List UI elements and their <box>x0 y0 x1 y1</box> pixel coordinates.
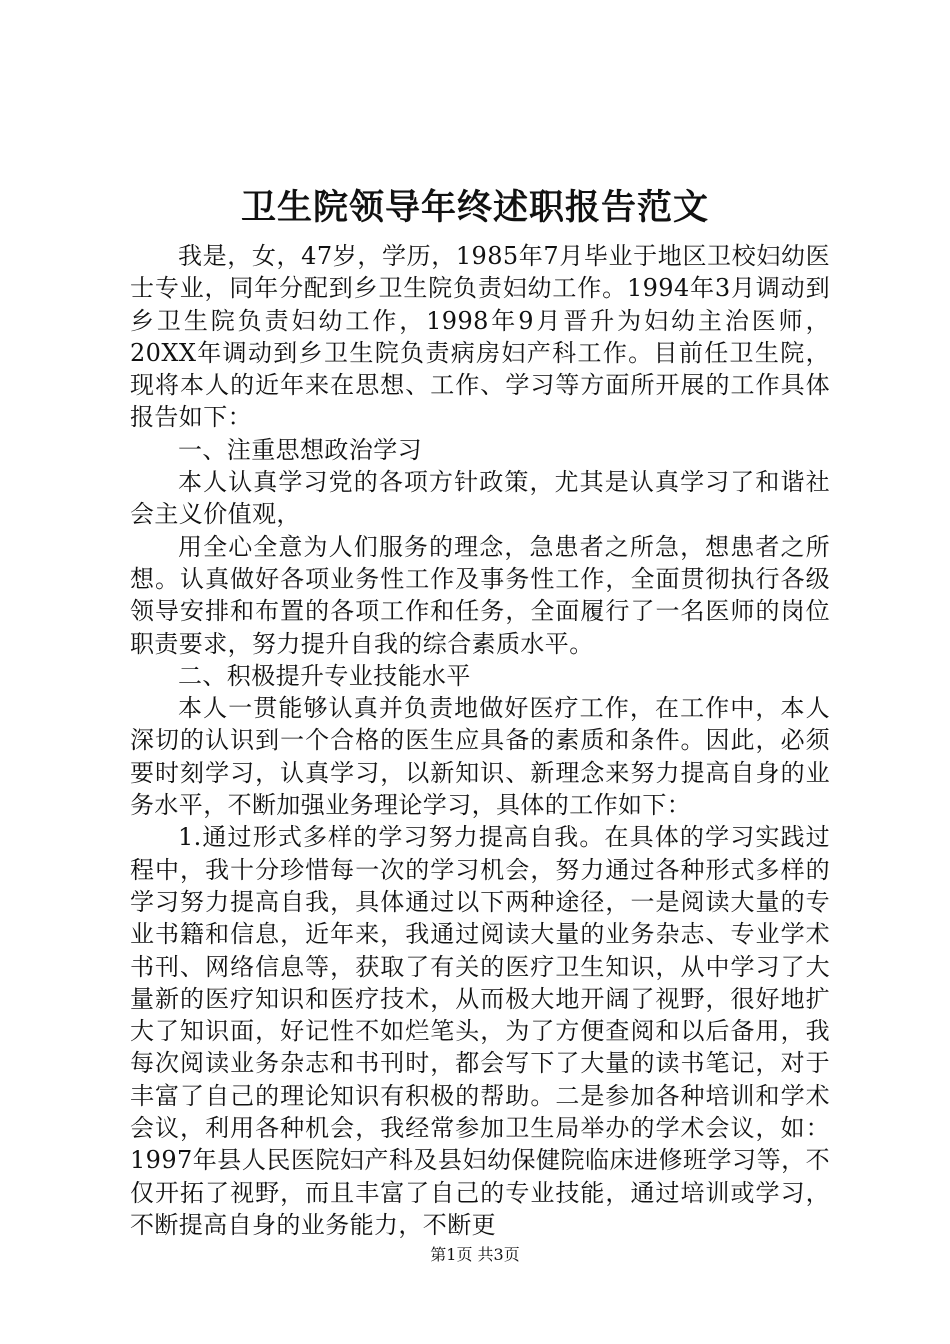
paragraph-service-ethic: 用全心全意为人们服务的理念，急患者之所急，想患者之所想。认真做好各项业务性工作及事务性工作，全面贯彻执行各级领导安排和布置的各项工作和任务，全面履行了一名医师的岗位职责要求，努力提升自我的综合素质水平。 <box>130 532 830 658</box>
paragraph-intro: 我是，女，47岁，学历，1985年7月毕业于地区卫校妇幼医士专业，同年分配到乡卫生院负责妇幼工作。1994年3月调动到乡卫生院负责妇幼工作，1998年9月晋升为妇幼主治医师，20XX年调动到乡卫生院负责病房妇产科工作。目前任卫生院，现将本人的近年来在思想、工作、学习等方面所开展的工作具体报告如下： <box>130 242 830 432</box>
page-number-footer: 第1页 共3页 <box>430 1245 520 1264</box>
paragraph-study-methods: 1.通过形式多样的学习努力提高自我。在具体的学习实践过程中，我十分珍惜每一次的学习机会，努力通过各种形式多样的学习努力提高自我，具体通过以下两种途径，一是阅读大量的专业书籍和信息，近年来，我通过阅读大量的业务杂志、专业学术书刊、网络信息等，获取了有关的医疗卫生知识，从中学习了大量新的医疗知识和医疗技术，从而极大地开阔了视野，很好地扩大了知识面，好记性不如烂笔头，为了方便查阅和以后备用，我每次阅读业务杂志和书刊时，都会写下了大量的读书笔记，对于丰富了自己的理论知识有积极的帮助。二是参加各种培训和学术会议，利用各种机会，我经常参加卫生局举办的学术会议，如：1997年县人民医院妇产科及县妇幼保健院临床进修班学习等，不仅开拓了视野，而且丰富了自己的专业技能，通过培训或学习，不断提高自身的业务能力，不断更 <box>130 823 830 1239</box>
document-title: 卫生院领导年终述职报告范文 <box>240 187 709 228</box>
paragraph-professional-skills: 本人一贯能够认真并负责地做好医疗工作，在工作中，本人深切的认识到一个合格的医生应具备的素质和条件。因此，必须要时刻学习，认真学习，以新知识、新理念来努力提高自身的业务水平，不断加强业务理论学习，具体的工作如下： <box>130 694 830 820</box>
section-heading-1: 一、注重思想政治学习 <box>178 435 422 464</box>
paragraph-political-study: 本人认真学习党的各项方针政策，尤其是认真学习了和谐社会主义价值观， <box>130 468 830 529</box>
document-body <box>130 240 830 1241</box>
section-heading-2: 二、积极提升专业技能水平 <box>178 661 471 690</box>
